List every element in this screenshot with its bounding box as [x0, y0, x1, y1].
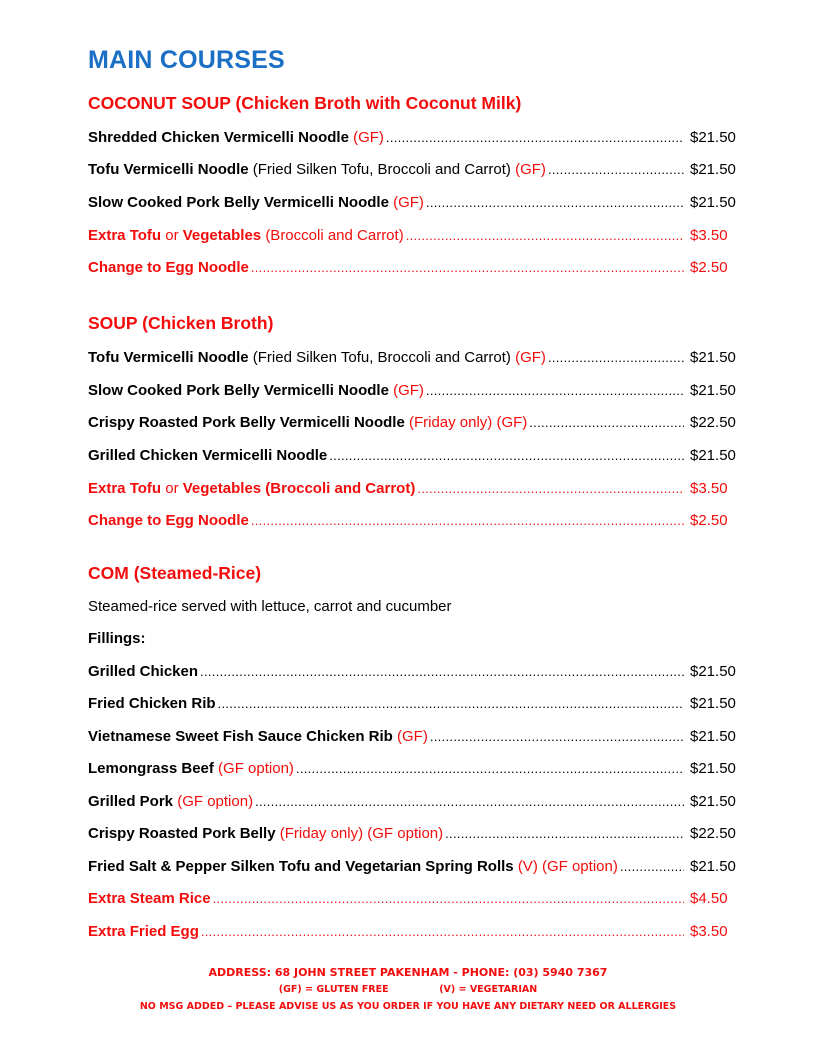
menu-item: Grilled Chicken Vermicelli Noodle ..... $21.50 [88, 447, 740, 467]
footer-legend [0, 981, 816, 998]
section-title-coconut-soup: COCONUT SOUP (Chicken Broth with Coconut Milk) [88, 93, 522, 113]
menu-item-extra: Extra Fried Egg ..... $3.50 [88, 923, 740, 943]
menu-item: Fried Chicken Rib ..... $21.50 [88, 695, 740, 715]
item-price: $21.50 [690, 760, 736, 777]
dot-leader [329, 448, 684, 463]
dot-leader [406, 228, 684, 243]
menu-item: Fried Salt & Pepper Silken Tofu and Vegetarian Spring Rolls (V) (GF option) ..... $21.50 [88, 858, 740, 878]
menu-item: Lemongrass Beef (GF option) ..... $21.50 [88, 760, 740, 780]
dot-leader [426, 383, 684, 398]
dot-leader [548, 350, 684, 365]
dot-leader [426, 195, 684, 210]
page-title: MAIN COURSES [88, 46, 285, 74]
item-price: $2.50 [690, 512, 728, 529]
item-price: $3.50 [690, 227, 728, 244]
section-description: Steamed-rice served with lettuce, carrot and cucumber [88, 598, 452, 615]
dot-leader [417, 481, 684, 496]
dot-leader [201, 924, 684, 939]
menu-item: Vietnamese Sweet Fish Sauce Chicken Rib (GF) ..... $21.50 [88, 728, 740, 748]
dot-leader [529, 415, 684, 430]
dot-leader [251, 260, 684, 275]
menu-item: Grilled Chicken ..... $21.50 [88, 663, 740, 683]
item-price: $2.50 [690, 259, 728, 276]
item-price: $21.50 [690, 728, 736, 745]
footer-notice: NO MSG ADDED – PLEASE ADVISE US AS YOU ORDER IF YOU HAVE ANY DIETARY NEED OR ALLERGIES [139, 1001, 677, 1012]
menu-item-extra: Extra Tofu or Vegetables (Broccoli and Carrot) ..... $3.50 [88, 480, 740, 500]
item-price: $22.50 [690, 825, 736, 842]
item-price: $21.50 [690, 695, 736, 712]
dot-leader [200, 664, 684, 679]
dot-leader [218, 696, 684, 711]
menu-item: Tofu Vermicelli Noodle (Fried Silken Tofu, Broccoli and Carrot) (GF) ..... $21.50 [88, 161, 740, 181]
fillings-heading: Fillings: [88, 630, 146, 647]
menu-item-extra: Extra Tofu or Vegetables (Broccoli and Carrot) ..... $3.50 [88, 227, 740, 247]
footer [0, 964, 816, 1015]
dot-leader [386, 130, 684, 145]
section-title-com: COM (Steamed-Rice) [88, 563, 262, 583]
item-price: $21.50 [690, 382, 736, 399]
item-price: $21.50 [690, 793, 736, 810]
item-price: $4.50 [690, 890, 728, 907]
menu-item: Crispy Roasted Pork Belly (Friday only) (GF option) ..... $22.50 [88, 825, 740, 845]
dot-leader [620, 859, 684, 874]
legend-gluten-free: (GF) = GLUTEN FREE [278, 984, 389, 995]
legend-vegetarian: (V) = VEGETARIAN [439, 984, 538, 995]
menu-item-extra: Change to Egg Noodle ..... $2.50 [88, 512, 740, 532]
menu-item: Grilled Pork (GF option) ..... $21.50 [88, 793, 740, 813]
dot-leader [213, 891, 684, 906]
item-price: $22.50 [690, 414, 736, 431]
item-price: $3.50 [690, 480, 728, 497]
item-price: $3.50 [690, 923, 728, 940]
item-price: $21.50 [690, 161, 736, 178]
footer-address: ADDRESS: 68 JOHN STREET PAKENHAM - PHONE: (03) 5940 7367 [208, 966, 608, 979]
menu-item-extra: Change to Egg Noodle ..... $2.50 [88, 259, 740, 279]
menu-item: Crispy Roasted Pork Belly Vermicelli Noodle (Friday only) (GF) ..... $22.50 [88, 414, 740, 434]
dot-leader [296, 761, 684, 776]
section-title-soup: SOUP (Chicken Broth) [88, 313, 274, 333]
item-price: $21.50 [690, 447, 736, 464]
dot-leader [430, 729, 684, 744]
dot-leader [445, 826, 684, 841]
item-price: $21.50 [690, 858, 736, 875]
item-price: $21.50 [690, 194, 736, 211]
menu-item: Shredded Chicken Vermicelli Noodle (GF) ..... $21.50 [88, 129, 740, 149]
menu-item-extra: Extra Steam Rice ..... $4.50 [88, 890, 740, 910]
item-price: $21.50 [690, 129, 736, 146]
item-price: $21.50 [690, 349, 736, 366]
dot-leader [548, 162, 684, 177]
menu-item: Slow Cooked Pork Belly Vermicelli Noodle (GF) ..... $21.50 [88, 382, 740, 402]
menu-item: Tofu Vermicelli Noodle (Fried Silken Tofu, Broccoli and Carrot) (GF) ..... $21.50 [88, 349, 740, 369]
menu-item: Slow Cooked Pork Belly Vermicelli Noodle (GF) ..... $21.50 [88, 194, 740, 214]
dot-leader [251, 513, 684, 528]
dot-leader [255, 794, 684, 809]
item-price: $21.50 [690, 663, 736, 680]
